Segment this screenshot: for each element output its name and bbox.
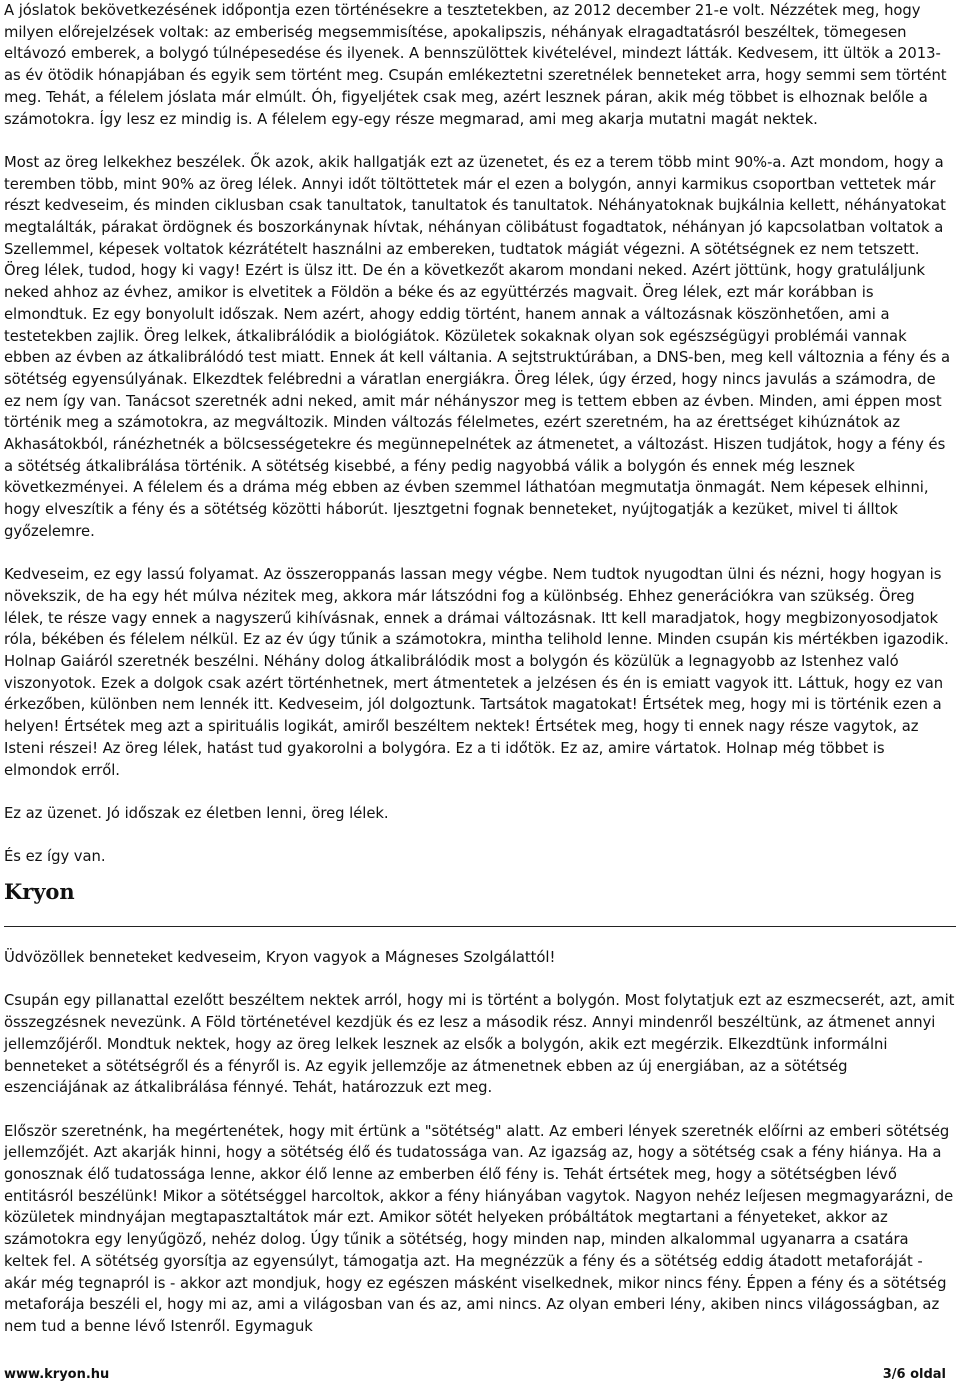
body-paragraph: Kedveseim, ez egy lassú folyamat. Az összeroppanás lassan megy végbe. Nem tudtok nyugodtan ülni és nézni, hogy hogyan is növekszik, de ha egy hét múlva nézitek meg, akkora már látszódni fog a különbség. Ehhez generációkra van szükség. Öreg lélek, te része vagy ennek a nagyszerű kihívásnak, ennek a drámai változásnak. Itt kell maradjatok, hogy megbizonyosodjatok róla, békében és félelem nélkül. Ez az év úgy tűnik a számotokra, mintha telihold lenne. Minden csupán kis mértékben igazodik. Holnap Gaiáról szeretnék beszélni. Néhány dolog átkalibrálódik most a bolygón és közülük a legnagyobb az Istenhez való viszonyotok. Ezek a dolgok csak azért történhetnek, mert átmentetek a jelzésen és én is emiatt vagyok itt. Láttuk, hogy ez van érkezőben, különben nem lennék itt. Kedveseim, jól dolgoztunk. Tartsátok magatokat! Értsétek meg, hogy mi is történik ezen a helyen! Értsétek meg azt a spirituális logikát, amiről beszéltem nektek! Értsétek meg, hogy ti ennek nagy része vagytok, az Isteni részei! Az öreg lélek, hatást tud gyakorolni a bolygóra. Ez a ti időtök. Ez az, amire vártatok. Holnap még többet is elmondok erről. xyxy=(4,566,949,779)
footer-page-number: 3/6 oldal xyxy=(882,1367,946,1382)
paragraph-gap xyxy=(4,825,956,847)
paragraph-gap xyxy=(4,1099,956,1121)
paragraph-gap xyxy=(4,130,956,152)
body-paragraph: A jóslatok bekövetkezésének időpontja ezen történésekre a tesztetekben, az 2012 december 21-e volt. Nézzétek meg, hogy milyen előrejelzések voltak: az emberiség megsemmisítése, apokalipszis, néhányak elragadtatásról beszéltek, tömegesen eltávozó emberek, a bolygó túlnépesedése és ilyenek. A bennszülöttek kivételével, mindezt látták. Kedvesem, itt ültök a 2013-as év ötödik hónapjában és egyik sem történt meg. Csupán emlékeztetni szeretnélek benneteket arra, hogy semmi sem történt meg. Tehát, a félelem jóslata már elmúlt. Óh, figyeljétek csak meg, azért lesznek páran, akik még többet is elhoznak belőle a számotokra. Így lesz ez mindig is. A félelem egy-egy része megmarad, ami meg akarja mutatni magát nektek. xyxy=(4,2,947,128)
body-paragraph: Üdvözöllek benneteket kedveseim, Kryon vagyok a Mágneses Szolgálattól! xyxy=(4,949,556,967)
paragraph-gap xyxy=(4,969,956,991)
paragraph-gap xyxy=(4,781,956,803)
page-footer xyxy=(4,1365,946,1385)
section-heading: Kryon xyxy=(4,879,75,905)
body-paragraph: Először szeretnénk, ha megértenétek, hogy mit értünk a "sötétség" alatt. Az emberi lények szeretnék előírni az emberi sötétség jellemzőjét. Azt akarják hinni, hogy a sötétség élő és tudatossága van. Az igazság az, hogy a sötétség csak a fény hiánya. Ha a gonosznak élő tudatossága lenne, akkor élő lenne az emberben élő fény is. Tehát értsétek meg, hogy a sötétségben lévő entitásról beszélünk! Mikor a sötétséggel harcoltok, akkor a fény hiányában vagytok. Nagyon nehéz leíjesen megmagyarázni, de közületek mindnyájan megtapasztaltátok már ezt. Amikor sötét helyeken próbáltátok megtartani a fényeteket, akkor az számotokra egy lenyűgöző, nehéz dolog. Úgy tűnik a sötétség, hogy minden nap, minden alkalommal ugyanarra a csatára keltek fel. A sötétség gyorsítja az egyensúlyt, támogatja azt. Ha megnézzük a fény és a sötétség eddig átadott metaforáját - akár még tegnapról is - akkor azt mondjuk, hogy ez egészen másként viselkednek, mikor nincs fény. Éppen a fény és a sötétség metaforája beszéli el, hogy mi az, ami a világosban van és az, ami nincs. Az olyan emberi lény, akiben nincs világosságban, az nem tud a benne lévő Istenről. Egymaguk xyxy=(4,1122,954,1335)
body-paragraph: Csupán egy pillanattal ezelőtt beszéltem nektek arról, hogy mi is történt a bolygón. Most folytatjuk ezt az eszmecserét, azt, amit összegzésnek nevezünk. A Föld történetével kezdjük és ez lesz a második rész. Annyi mindenről beszéltünk, az átmenet annyi jellemzőjéről. Mondtuk nektek, hogy az öreg lelkek lesznek az elsők a bolygón, akik ezt megérzik. Elkezdtünk informálni benneteket a sötétségről és a fényről is. Az egyik jellemzője az átmenetnek ebben az új energiában, az a sötétség eszenciájának az átkalibrálása fénnyé. Tehát, határozzuk ezt meg. xyxy=(4,992,955,1097)
footer-site-link[interactable]: www.kryon.hu xyxy=(4,1367,110,1382)
body-paragraph: És ez így van. xyxy=(4,848,106,866)
body-paragraph: Most az öreg lelkekhez beszélek. Ők azok, akik hallgatják ezt az üzenetet, és ez a terem több mint 90%-a. Azt mondom, hogy a teremben több, mint 90% az öreg lélek. Annyi időt töltöttetek már el ezen a bolygón, annyi karmikus csoportban vettetek már részt kedveseim, és minden ciklusban csak tanultatok, tanultatok és tanultatok. Néhányatoknak bujkálnia kellett, néhányatokat megtalálták, párakat ördögnek és boszorkánynak hívtak, néhányan cölibátust fogadtatok, néhányan jó kapcsolatban voltatok a Szellemmel, képesek voltatok kézrátételt használni az embereken, tudtatok mágiát végezni. A sötétségnek ez nem tetszett. Öreg lélek, tudod, hogy ki vagy! Ezért is ülsz itt. De én a következőt akarom mondani neked. Azért jöttünk, hogy gratuláljunk neked ahhoz az évhez, amikor is elvetitek a Földön a béke és az együttérzés magvait. Öreg lélek, ezt már korábban is elmondtuk. Ez egy bonyolult időszak. Nem azért, ahogy eddig történt, hanem annak a változásnak köszönhetően, ami a testetekben zajlik. Öreg lelkek, átkalibrálódik a biológiátok. Közületek sokaknak olyan sok egészségügyi problémái vannak ebben az évben az átkalibrálódó test miatt. Ennek át kell váltania. A sejtstruktúrában, a DNS-ben, meg kell változnia a fény és a sötétség egyensúlyának. Elkezdtek felébredni a váratlan energiákra. Öreg lélek, úgy érzed, hogy nincs javulás a számodra, de ez nem így van. Tanácsot szeretnék adni neked, amit már néhányszor meg is tettem ebben az évben. Minden, ami éppen most történik meg a számotokra, az megváltozik. Minden változás félelmetes, ezért szeretném, ha az érettséget kihúznátok az Akhasátokból, ránézhetnék a bölcsességetekre és megünnepelnétek az átmenetet, a változást. Hiszen tudjátok, hogy a fény és a sötétség átkalibrálása történik. A sötétség kisebbé, a fény pedig nagyobbá válik a bolygón és ennek még lesznek következményei. A félelem és a dráma még ebben az évben szemmel láthatóan megmutatja önmagát. Nem képesek elhinni, hogy elveszítik a fény és a sötétség közötti háborút. Ijesztgetni fognak benneteket, nyújtogatják a kezüket, mivel ti álltok győzelemre. xyxy=(4,153,950,540)
document-page xyxy=(4,0,956,1387)
heading-divider xyxy=(4,926,956,927)
body-paragraph: Ez az üzenet. Jó időszak ez életben lenni, öreg lélek. xyxy=(4,804,389,822)
paragraph-gap xyxy=(4,543,956,565)
